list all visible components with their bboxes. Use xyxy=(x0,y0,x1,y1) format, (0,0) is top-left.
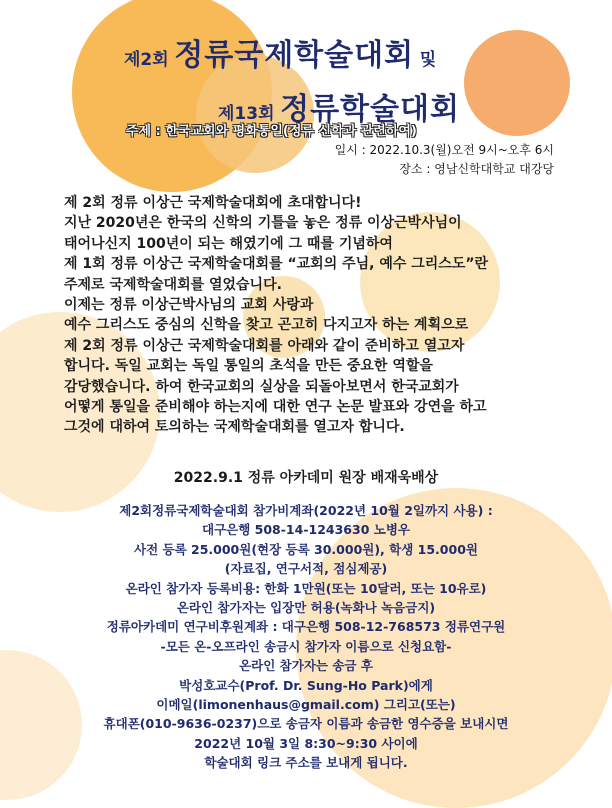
body-line: 태어나신지 100년이 되는 해였기에 그 때를 기념하여 xyxy=(64,235,393,252)
email-line: 이메일(limonenhaus@gmail.com) 그리고(또는) xyxy=(156,697,456,713)
body-line: 감당했습니다. 하여 한국교회의 실상을 되돌아보면서 한국교회가 xyxy=(64,378,459,395)
info-line: 대구은행 508-14-1243630 노병우 xyxy=(202,522,410,538)
body-line: 그것에 대하여 토의하는 국제학술대회를 열고자 합니다. xyxy=(64,419,405,436)
info-line: 온라인 참가자는 송금 후 xyxy=(239,658,373,674)
body-line: 제 2회 정류 이상근 국제학술대회를 아래와 같이 준비하고 열고자 xyxy=(64,337,465,354)
title-prefix: 제13회 xyxy=(218,104,275,124)
title-suffix: 및 xyxy=(419,50,437,70)
schedule-text: 일시 : 2022.10.3(월)오전 9시~오후 6시 xyxy=(334,143,554,157)
info-line: 박성호교수(Prof. Dr. Sung-Ho Park)에게 xyxy=(179,677,433,693)
registration-info xyxy=(0,501,612,773)
info-line: 학술대회 링크 주소를 보내게 됩니다. xyxy=(204,755,408,771)
venue-text: 장소 : 영남신학대학교 대강당 xyxy=(399,162,554,176)
title-main: 정류국제학술대회 xyxy=(174,38,415,73)
body-line: 어떻게 통일을 준비해야 하는지에 대한 연구 논문 발표와 강연을 하고 xyxy=(64,399,487,416)
decorative-circle xyxy=(464,30,570,136)
info-line: 정류아카데미 연구비후원계좌 : 대구은행 508-12-768573 정류연구원 xyxy=(106,619,506,635)
title-line-1 xyxy=(124,30,436,74)
title-prefix: 제2회 xyxy=(124,50,169,70)
invitation-body xyxy=(64,193,604,438)
info-line: 온라인 참가자 등록비용: 한화 1만원(또는 10달러, 또는 10유로) xyxy=(125,580,487,596)
body-line: 제 2회 정류 이상근 국제학술대회에 초대합니다! xyxy=(64,195,362,211)
info-line: (자료집, 연구서적, 점심제공) xyxy=(224,561,388,577)
body-line: 주제로 국제학술대회를 열었습니다. xyxy=(64,276,282,293)
info-line: 사전 등록 25.000원(현장 등록 30.000원), 학생 15.000원 xyxy=(134,541,478,557)
title-main: 정류학술대회 xyxy=(280,92,460,127)
signature-line: 2022.9.1 정류 아카데미 원장 배재욱배상 xyxy=(173,470,439,486)
body-line: 예수 그리스도 중심의 신학을 찾고 곤고히 다지고자 하는 계획으로 xyxy=(64,317,469,334)
info-line: -모든 온-오프라인 송금시 참가자 이름으로 신청요함- xyxy=(160,638,452,654)
body-line: 합니다. 독일 교회는 독일 통일의 초석을 만든 중요한 역할을 xyxy=(64,358,433,375)
body-line: 이제는 정류 이상근박사님의 교회 사랑과 xyxy=(64,297,314,314)
theme-text: 주제 : 한국교회와 평화통일(정류 신학과 관련하여) xyxy=(126,124,417,139)
info-line: 온라인 참가자는 입장만 허용(녹화나 녹음금지) xyxy=(176,600,436,616)
body-line: 제 1회 정류 이상근 국제학술대회를 “교회의 주님, 예수 그리스도”란 xyxy=(64,256,489,273)
info-line: 2022년 10월 3일 8:30~9:30 사이에 xyxy=(194,735,418,751)
body-line: 지난 2020년은 한국의 신학의 기틀을 놓은 정류 이상근박사님이 xyxy=(64,215,462,232)
phone-line: 휴대폰(010-9636-0237)으로 송금자 이름과 송금한 영수증을 보내시면 xyxy=(103,716,509,732)
info-line: 제2회정류국제학술대회 참가비계좌(2022년 10월 2일까지 사용) : xyxy=(119,503,493,518)
